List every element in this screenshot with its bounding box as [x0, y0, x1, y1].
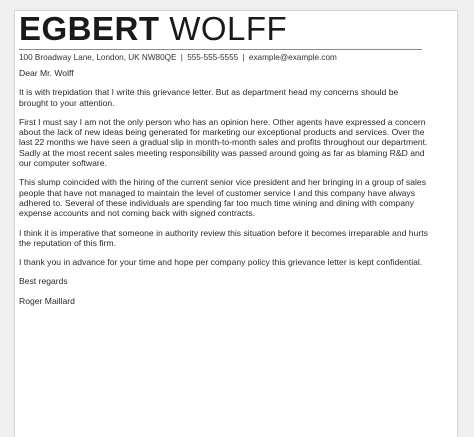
contact-line [19, 53, 439, 62]
paragraph: I think it is imperative that someone in authority review this situation before it becomes irreparable and hurts the reputation of this firm. [19, 227, 428, 248]
sender-address: 100 Broadway Lane, London, UK NW80QE [19, 53, 177, 62]
sender-email: example@example.com [248, 53, 337, 62]
contact-separator: | [180, 53, 183, 62]
sender-name [19, 10, 439, 48]
letter-body [19, 68, 429, 315]
header-divider [19, 49, 422, 50]
letterhead [19, 10, 439, 62]
paragraph: First I must say I am not the only person who has an opinion here. Other agents have expressed a concern about the lack of new ideas being generated for marketing our exceptional products and services. Over the last 22 months we have seen a gradual slip in month-to-month sales and profits throughout our department. Sadly at the most recent sales meeting responsibility was passed around going as far as blaming R&D and our computer software. [19, 116, 428, 169]
salutation: Dear Mr. Wolff [19, 68, 74, 78]
signature-name: Roger Maillard [19, 295, 75, 306]
closing: Best regards [19, 276, 68, 287]
contact-separator: | [242, 53, 245, 62]
paragraph: I thank you in advance for your time and hope per company policy this grievance letter is kept confidential. [19, 257, 423, 268]
paragraph: This slump coincided with the hiring of the current senior vice president and her bringing in a group of sales people that have not managed to maintain the level of customer service I and this company have always adhered to. Several of these individuals are spending far too much time wining and dining with company expense accounts and not coming back with signed contracts. [19, 177, 426, 219]
sender-phone: 555-555-5555 [187, 53, 239, 62]
sender-last-name: WOLFF [169, 10, 288, 47]
paragraph: It is with trepidation that I write this grievance letter. But as department head my concerns should be brought to your attention. [19, 87, 399, 108]
sender-first-name: EGBERT [19, 10, 160, 47]
